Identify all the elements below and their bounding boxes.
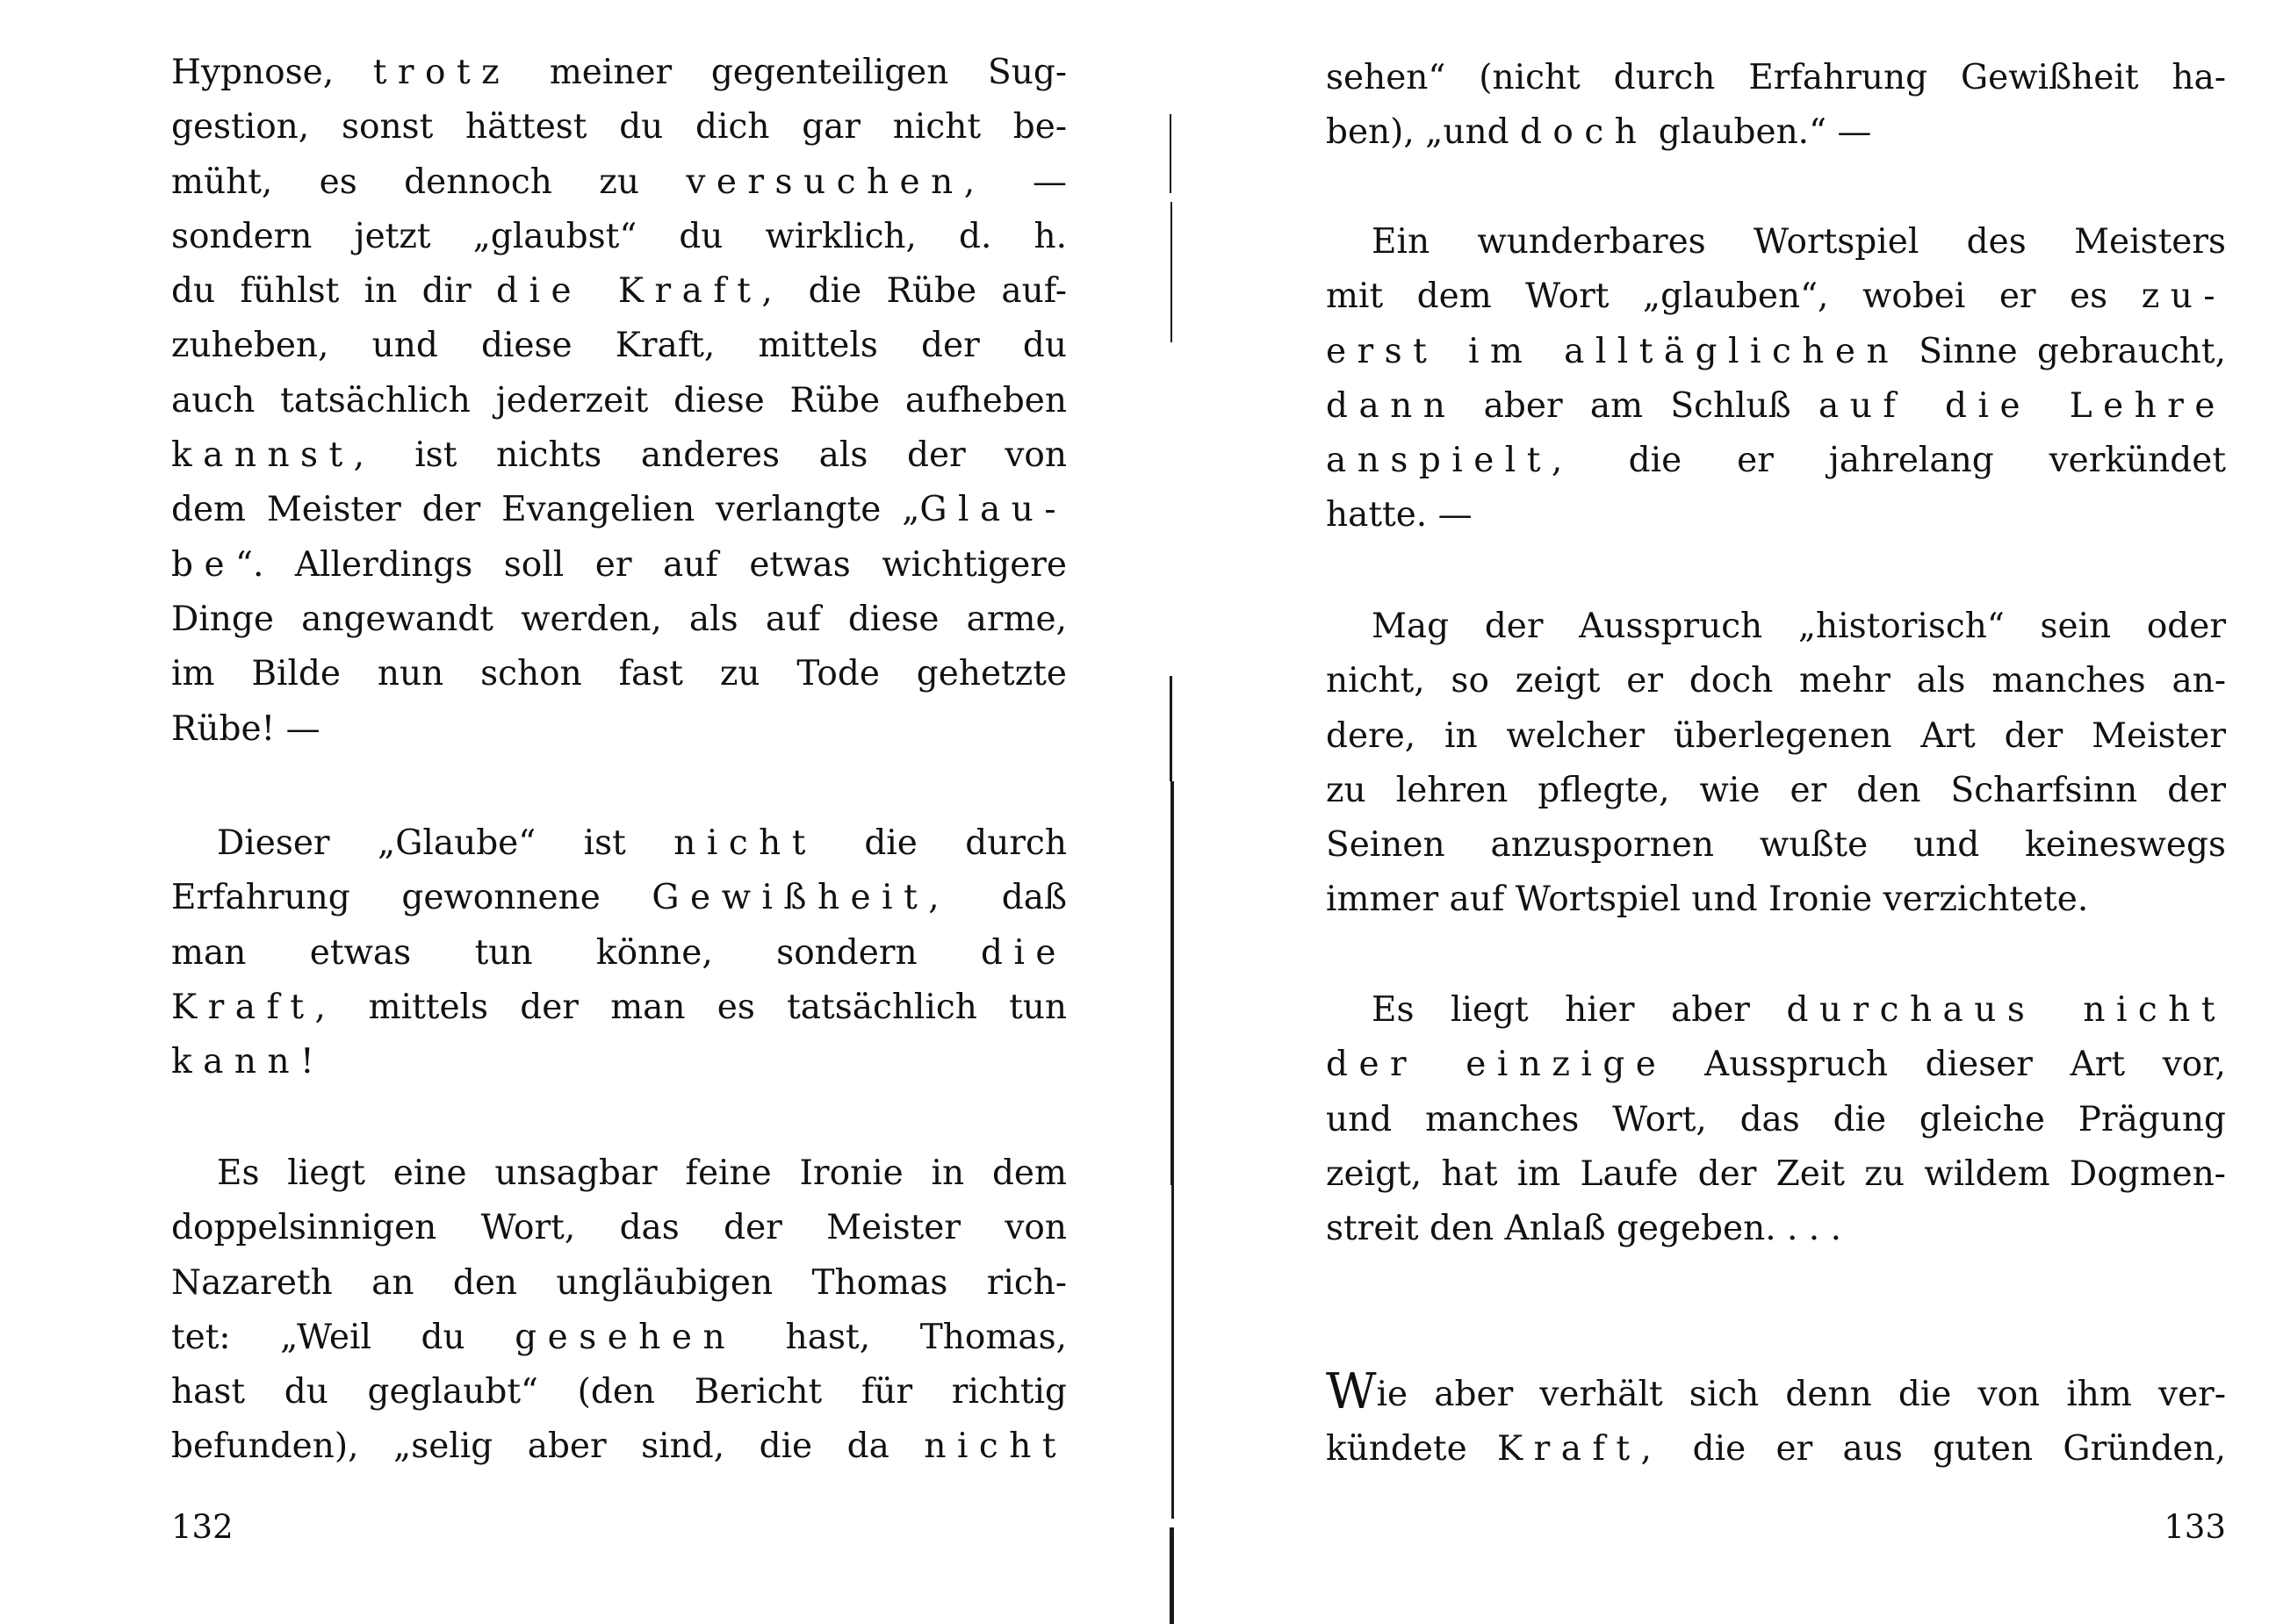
text-line: Mag der Ausspruch „historisch“ sein oder	[1372, 607, 2226, 646]
text-line: auch tatsächlich jederzeit diese Rübe aufheben	[171, 380, 1067, 420]
text-line: anspielt, die er jahrelang verkündet	[1326, 441, 2226, 481]
text-line: Nazareth an den ungläubigen Thomas rich-	[171, 1262, 1067, 1303]
right-paragraph-1	[1326, 215, 2226, 543]
right-paragraph-4	[1326, 1363, 2227, 1477]
left-paragraph-3	[171, 1146, 1067, 1475]
text-line: Dinge angewandt werden, als auf diese arme,	[171, 599, 1067, 639]
text-line: zuheben, und diese Kraft, mittels der du	[171, 326, 1067, 366]
text-line: man etwas tun könne, sondern die	[171, 932, 1067, 973]
text-line: Kraft, mittels der man es tatsächlich tun	[171, 987, 1067, 1027]
text-line: und manches Wort, das die gleiche Prägung	[1326, 1099, 2226, 1139]
page-number-right: 133	[2164, 1508, 2226, 1546]
text-line: Dieser „Glaube“ ist nicht die durch	[217, 823, 1067, 863]
text-line: dem Meister der Evangelien verlangte „Glau-	[171, 490, 1067, 530]
text-line: Wie aber verhält sich denn die von ihm ver-	[1326, 1363, 2226, 1420]
text-line: sehen“ (nicht durch Erfahrung Gewißheit ha-	[1326, 58, 2226, 97]
text-line: Es liegt eine unsagbar feine Ironie in dem	[217, 1153, 1067, 1193]
left-page	[171, 0, 1067, 1624]
text-line: Es liegt hier aber durchaus nicht	[1372, 990, 2226, 1030]
text-line: Hypnose, trotz meiner gegenteiligen Sug-	[171, 53, 1067, 92]
left-paragraph-1	[171, 46, 1067, 757]
text-line: zeigt, hat im Laufe der Zeit zu wildem Dogmen-	[1326, 1153, 2226, 1194]
text-line: kannst, ist nichts anderes als der von	[171, 435, 1067, 476]
text-line: doppelsinnigen Wort, das der Meister von	[171, 1208, 1067, 1248]
right-paragraph-3	[1326, 983, 2226, 1256]
text-line: hast du geglaubt“ (den Bericht für richtig	[171, 1372, 1067, 1412]
text-line: müht, es dennoch zu versuchen, —	[171, 162, 1067, 202]
text-line: mit dem Wort „glauben“, wobei er es zu-	[1326, 277, 2226, 317]
text-line: immer auf Wortspiel und Ironie verzichtete.	[1326, 880, 2089, 920]
book-gutter	[1161, 0, 1180, 1624]
text-line: ben), „und doch glauben.“ —	[1326, 112, 1872, 153]
text-line: dere, in welcher überlegenen Art der Meister	[1326, 715, 2226, 756]
right-paragraph-2	[1326, 600, 2226, 928]
text-line: hatte. —	[1326, 495, 1473, 535]
text-line: dann aber am Schluß auf die Lehre	[1326, 385, 2226, 426]
right-paragraph-0	[1326, 51, 2226, 161]
text-line: erst im alltäglichen Sinne gebraucht,	[1326, 331, 2226, 371]
left-paragraph-2	[171, 816, 1067, 1089]
text-line: befunden), „selig aber sind, die da nicht	[171, 1426, 1067, 1467]
text-line: zu lehren pflegte, wie er den Scharfsinn der	[1326, 770, 2226, 810]
text-line: der einzige Ausspruch dieser Art vor,	[1326, 1045, 2227, 1085]
text-line: gestion, sonst hättest du dich gar nicht be-	[171, 107, 1067, 147]
right-page	[1326, 0, 2226, 1624]
text-line: kann!	[171, 1042, 326, 1082]
text-line: Erfahrung gewonnene Gewißheit, daß	[171, 878, 1067, 918]
text-line: streit den Anlaß gegeben. . . .	[1326, 1209, 1841, 1249]
text-line: Ein wunderbares Wortspiel des Meisters	[1372, 222, 2226, 262]
text-line: be“. Allerdings soll er auf etwas wichtigere	[171, 544, 1067, 585]
text-line: Seinen anzuspornen wußte und keineswegs	[1326, 825, 2226, 866]
text-line: sondern jetzt „glaubst“ du wirklich, d. h.	[171, 216, 1067, 256]
text-line: im Bilde nun schon fast zu Tode gehetzte	[171, 654, 1067, 694]
text-line: kündete Kraft, die er aus guten Gründen,	[1326, 1429, 2227, 1470]
drop-initial: W	[1326, 1363, 1377, 1420]
text-line: tet: „Weil du gesehen hast, Thomas,	[171, 1317, 1067, 1357]
text-line: du fühlst in dir die Kraft, die Rübe auf-	[171, 271, 1067, 312]
page-number-left: 132	[171, 1508, 234, 1546]
text-line: nicht, so zeigt er doch mehr als manches an-	[1326, 661, 2226, 701]
text-line: Rübe! —	[171, 708, 320, 749]
